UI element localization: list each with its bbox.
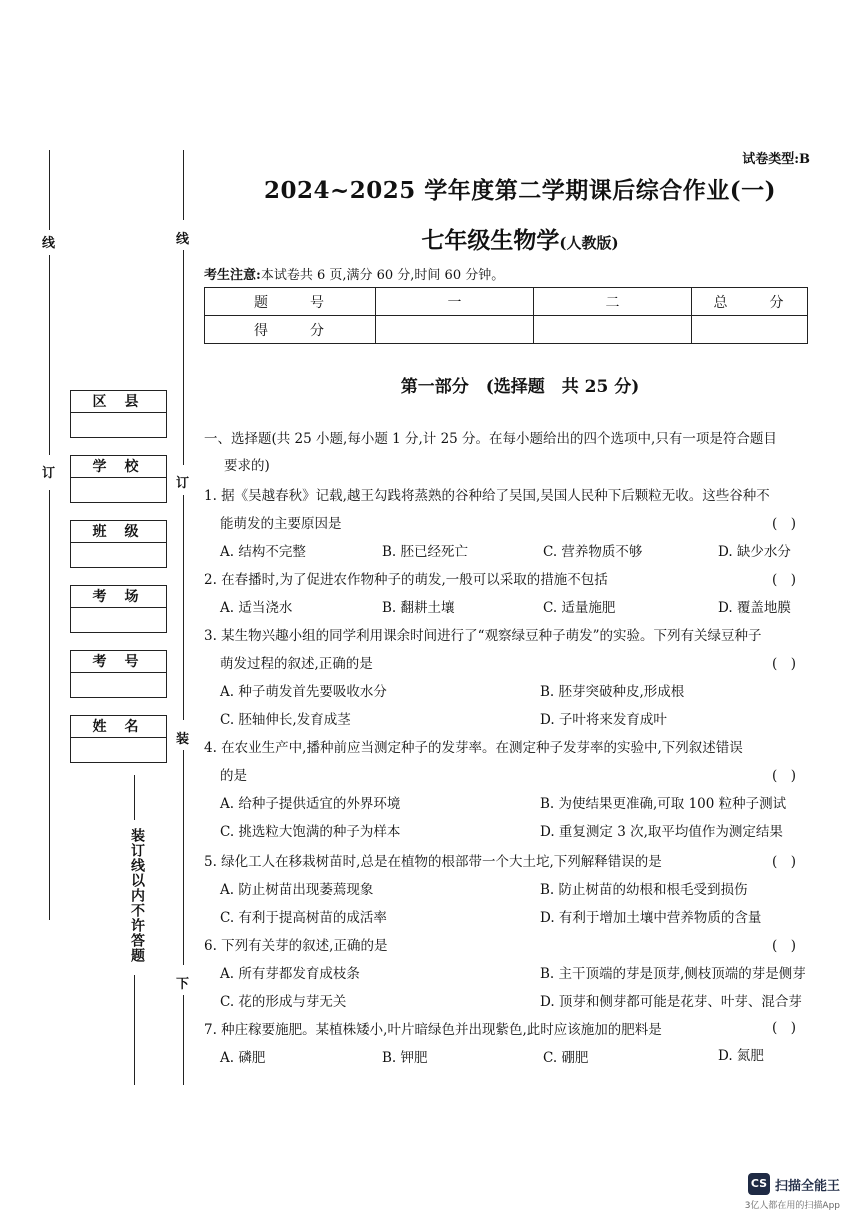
binding-char-ding: 订: [42, 466, 56, 481]
section-instructions-cont: 要求的): [224, 458, 270, 474]
option-c: C. 硼肥: [543, 1050, 589, 1066]
answer-blank: ( ): [772, 938, 797, 954]
field-label: 考场: [71, 586, 166, 608]
field-label: 学校: [71, 456, 166, 478]
binding-line: [134, 975, 135, 1085]
binding-line: [49, 490, 50, 920]
field-district: [70, 390, 167, 438]
option-a: A. 种子萌发首先要吸收水分: [220, 684, 387, 700]
binding-line: [49, 255, 50, 455]
answer-blank: ( ): [772, 768, 797, 784]
option-d: D. 顶芽和侧芽都可能是花芽、叶芽、混合芽: [540, 994, 802, 1010]
option-d: D. 氮肥: [718, 1048, 764, 1064]
score-cell: 题 号: [205, 288, 376, 316]
field-name: [70, 715, 167, 763]
answer-blank: ( ): [772, 656, 797, 672]
field-exam-room: [70, 585, 167, 633]
option-c: C. 有利于提高树苗的成活率: [220, 910, 387, 926]
exam-notice: [204, 264, 504, 283]
answer-blank: ( ): [772, 1020, 797, 1036]
option-b: B. 为使结果更准确,可取 100 粒种子测试: [540, 796, 787, 812]
binding-char-xian: 线: [42, 236, 56, 251]
option-b: B. 翻耕土壤: [382, 600, 455, 616]
binding-char-zhuang: 装: [176, 732, 190, 747]
answer-blank: ( ): [772, 572, 797, 588]
score-input-cell: [376, 316, 534, 344]
paper-type: 试卷类型:B: [742, 152, 810, 167]
option-a: A. 结构不完整: [220, 544, 306, 560]
option-c: C. 胚轴伸长,发育成茎: [220, 712, 351, 728]
option-d: D. 重复测定 3 次,取平均值作为测定结果: [540, 824, 783, 840]
option-d: D. 子叶将来发育成叶: [540, 712, 667, 728]
option-b: B. 主干顶端的芽是顶芽,侧枝顶端的芽是侧芽: [540, 966, 806, 982]
binding-line: [183, 750, 184, 965]
page-title: 2024~2025 学年度第二学期课后综合作业(一): [263, 177, 777, 204]
question-text: 7. 种庄稼要施肥。某植株矮小,叶片暗绿色并出现紫色,此时应该施加的肥料是: [204, 1022, 662, 1038]
option-a: A. 防止树苗出现萎蔫现象: [220, 882, 374, 898]
score-cell: 总 分: [692, 288, 808, 316]
field-label: 区县: [71, 391, 166, 413]
binding-warning: 装订线以内不许答题: [129, 828, 145, 963]
option-b: B. 胚芽突破种皮,形成根: [540, 684, 685, 700]
edition: (人教版): [559, 234, 619, 252]
score-table: [204, 287, 808, 344]
question-text: 的是: [220, 768, 247, 784]
question-text: 4. 在农业生产中,播种前应当测定种子的发芽率。在测定种子发芽率的实验中,下列叙述错误: [204, 740, 743, 756]
option-a: A. 所有芽都发育成枝条: [220, 966, 360, 982]
question-text: 萌发过程的叙述,正确的是: [220, 656, 373, 672]
question-text: 2. 在春播时,为了促进农作物种子的萌发,一般可以采取的措施不包括: [204, 572, 608, 588]
field-class: [70, 520, 167, 568]
score-input-cell: [692, 316, 808, 344]
binding-line: [183, 995, 184, 1085]
option-a: A. 磷肥: [220, 1050, 266, 1066]
score-table-header: [205, 288, 808, 316]
question-text: 能萌发的主要原因是: [220, 516, 342, 532]
scanner-logo: [748, 1173, 840, 1195]
binding-char-xian: 线: [176, 232, 190, 247]
option-d: D. 缺少水分: [718, 544, 791, 560]
score-cell: 得 分: [205, 316, 376, 344]
field-label: 考号: [71, 651, 166, 673]
notice-text: 本试卷共 6 页,满分 60 分,时间 60 分钟。: [260, 268, 505, 283]
scanner-tagline: 3亿人都在用的扫描App: [744, 1201, 840, 1211]
option-c: C. 挑选粒大饱满的种子为样本: [220, 824, 401, 840]
binding-line: [183, 495, 184, 720]
option-b: B. 钾肥: [382, 1050, 428, 1066]
subject: 七年级生物学: [421, 227, 560, 254]
option-a: A. 适当浇水: [220, 600, 293, 616]
score-cell: 二: [534, 288, 692, 316]
notice-label: 考生注意:: [204, 268, 261, 283]
section-instructions: 一、选择题(共 25 小题,每小题 1 分,计 25 分。在每小题给出的四个选项中,只有一项是符合题目: [204, 431, 777, 447]
binding-char-ding: 订: [176, 476, 190, 491]
option-b: B. 防止树苗的幼根和根毛受到损伤: [540, 882, 748, 898]
field-label: 姓名: [71, 716, 166, 738]
score-table-row: [205, 316, 808, 344]
field-label: 班级: [71, 521, 166, 543]
question-text: 5. 绿化工人在移栽树苗时,总是在植物的根部带一个大土坨,下列解释错误的是: [204, 854, 662, 870]
answer-blank: ( ): [772, 854, 797, 870]
cs-logo-icon: CS: [748, 1173, 770, 1195]
binding-line: [49, 150, 50, 230]
scanner-brand: 扫描全能王: [774, 1178, 840, 1194]
score-cell: 一: [376, 288, 534, 316]
answer-blank: ( ): [772, 516, 797, 532]
option-b: B. 胚已经死亡: [382, 544, 469, 560]
binding-char-xia: 下: [176, 977, 190, 992]
option-d: D. 覆盖地膜: [718, 600, 791, 616]
option-c: C. 适量施肥: [543, 600, 616, 616]
part-title: 第一部分 (选择题 共 25 分): [400, 377, 640, 397]
option-c: C. 花的形成与芽无关: [220, 994, 347, 1010]
option-d: D. 有利于增加土壤中营养物质的含量: [540, 910, 762, 926]
question-text: 1. 据《吴越春秋》记载,越王勾践将蒸熟的谷种给了吴国,吴国人民种下后颗粒无收。这些谷种不: [204, 488, 770, 504]
binding-line: [183, 150, 184, 220]
option-c: C. 营养物质不够: [543, 544, 643, 560]
score-input-cell: [534, 316, 692, 344]
option-a: A. 给种子提供适宜的外界环境: [220, 796, 401, 812]
binding-line: [183, 250, 184, 465]
binding-line: [134, 775, 135, 820]
question-text: 6. 下列有关芽的叙述,正确的是: [204, 938, 388, 954]
question-text: 3. 某生物兴趣小组的同学利用课余时间进行了“观察绿豆种子萌发”的实验。下列有关绿豆种子: [204, 628, 762, 644]
field-school: [70, 455, 167, 503]
field-exam-number: [70, 650, 167, 698]
page-subtitle: [205, 222, 835, 255]
